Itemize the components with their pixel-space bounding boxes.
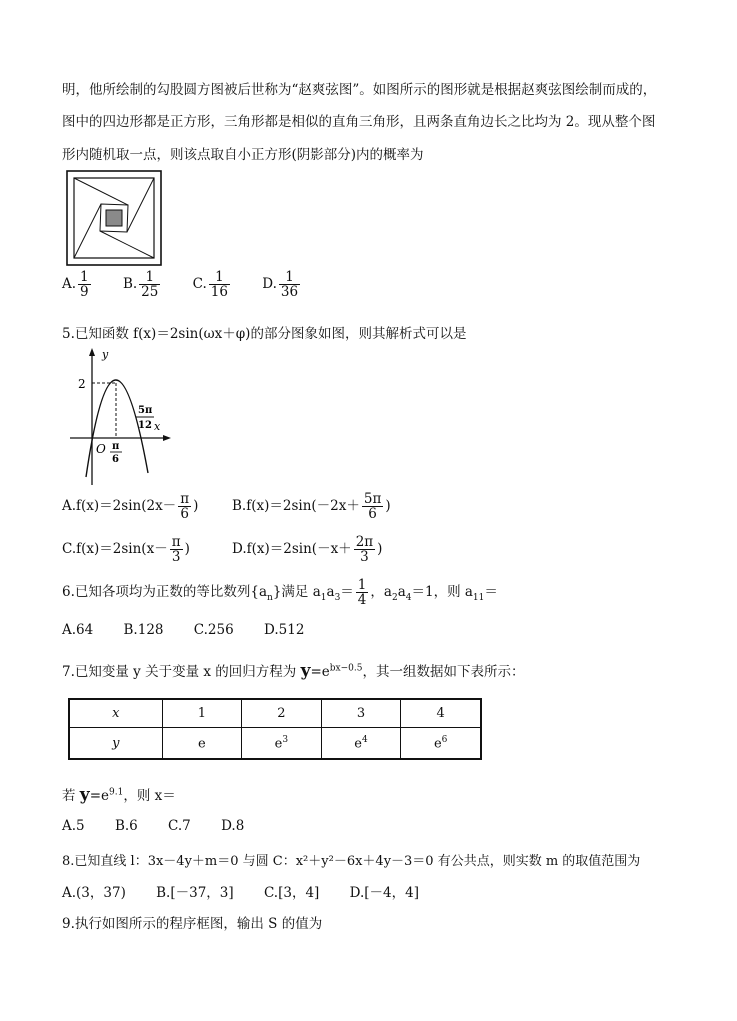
q5-option-a[interactable]: A.f(x)＝2sin(2x－ $\frac{\pi}{6}$ ): [62, 491, 199, 523]
q4-text-line1: 明，他所绘制的勾股圆方图被后世称为“赵爽弦图”。如图所示的图形就是根据赵爽弦图绘制而成的，: [62, 82, 657, 98]
q8-stem: 8.已知直线 l：3x－4y＋m＝0 与圆 C：x²＋y²－6x＋4y－3＝0 有公共点，则实数 m 的取值范围为: [62, 854, 641, 869]
graph-x1-num: π: [112, 441, 120, 452]
q4-text-line2: 图中的四边形都是正方形，三角形都是相似的直角三角形，且两条直角边长之比均为 2。现从整个图: [62, 114, 656, 130]
table-cell: y: [69, 728, 162, 759]
q8-option-c[interactable]: C.[3，4]: [263, 885, 320, 901]
q7-option-d[interactable]: D.8: [221, 818, 245, 834]
graph-origin-label: O: [96, 442, 106, 456]
q8-option-a[interactable]: A.(3，37): [62, 885, 126, 901]
q6-options: [62, 622, 330, 638]
q6-option-c[interactable]: C.256: [193, 622, 234, 638]
table-row: [69, 728, 481, 759]
table-cell: 4: [401, 699, 481, 728]
q6-option-d[interactable]: D.512: [264, 622, 305, 638]
q6-option-b[interactable]: B.128: [123, 622, 164, 638]
table-cell: 3: [321, 699, 401, 728]
q7-option-c[interactable]: C.7: [168, 818, 191, 834]
q4-option-c[interactable]: C. $\frac{1}{16}$: [192, 269, 228, 301]
table-cell: e: [162, 728, 241, 759]
graph-y-label: y: [102, 348, 109, 361]
q7-stem: 7.已知变量 y 关于变量 x 的回归方程为 $y=e^{bx-0.5}$，其一组数据如下表所示：: [62, 661, 525, 681]
table-cell: 1: [162, 699, 241, 728]
q5-option-b[interactable]: B.f(x)＝2sin(－2x＋ $\frac{5\pi}{6}$ ): [232, 491, 391, 523]
q7-option-a[interactable]: A.5: [62, 818, 85, 834]
table-cell: $e^6$: [401, 728, 481, 759]
table-row: [69, 699, 481, 728]
q5-option-d[interactable]: D.f(x)＝2sin(－x＋ $\frac{2\pi}{3}$ ): [232, 534, 383, 566]
q8-option-b[interactable]: B.[－37，3]: [156, 885, 234, 901]
q7-options: [62, 818, 270, 834]
data-table: [68, 698, 482, 760]
q7-option-b[interactable]: B.6: [114, 818, 138, 834]
q5-stem: 5.已知函数 f(x)＝2sin(ωx＋φ)的部分图象如图，则其解析式可以是: [62, 326, 467, 342]
q4-option-d[interactable]: D. $\frac{1}{36}$: [262, 269, 299, 301]
q6-stem: 6.已知各项均为正数的等比数列$\{a_n\}$满足 $a_1a_3=$ $\frac{1}{4}$ ，$a_2a_4=1$，则 $a_{11}=$: [62, 577, 498, 609]
q6-option-a[interactable]: A.64: [62, 622, 94, 638]
graph-x1-den: 6: [112, 454, 119, 465]
q4-option-b[interactable]: B. $\frac{1}{25}$: [122, 269, 159, 301]
q8-options: [62, 881, 445, 901]
graph-x-label: x: [154, 420, 161, 433]
q5-option-c[interactable]: C.f(x)＝2sin(x－ $\frac{\pi}{3}$ ): [62, 534, 190, 566]
q7-condition: 若 $y=e^{9.1}$，则 x＝: [62, 785, 176, 805]
graph-x2-den: 12: [138, 420, 152, 431]
q8-option-d[interactable]: D.[－4，4]: [349, 885, 419, 901]
sine-graph: [68, 345, 173, 490]
graph-max-label: 2: [78, 377, 86, 391]
table-cell: 2: [242, 699, 322, 728]
table-cell: $e^3$: [242, 728, 322, 759]
table-cell: x: [69, 699, 162, 728]
graph-x2-num: 5π: [138, 405, 153, 416]
q4-options: [62, 270, 328, 299]
shaded-small-square: [106, 210, 122, 226]
q9-stem: 9.执行如图所示的程序框图，输出 S 的值为: [62, 916, 323, 932]
table-cell: $e^4$: [321, 728, 401, 759]
zhao-shuang-figure: [66, 170, 162, 266]
q4-text-line3: 形内随机取一点，则该点取自小正方形(阴影部分)内的概率为: [62, 147, 424, 163]
q4-option-a[interactable]: A. $\frac{1}{9}$: [62, 269, 89, 301]
